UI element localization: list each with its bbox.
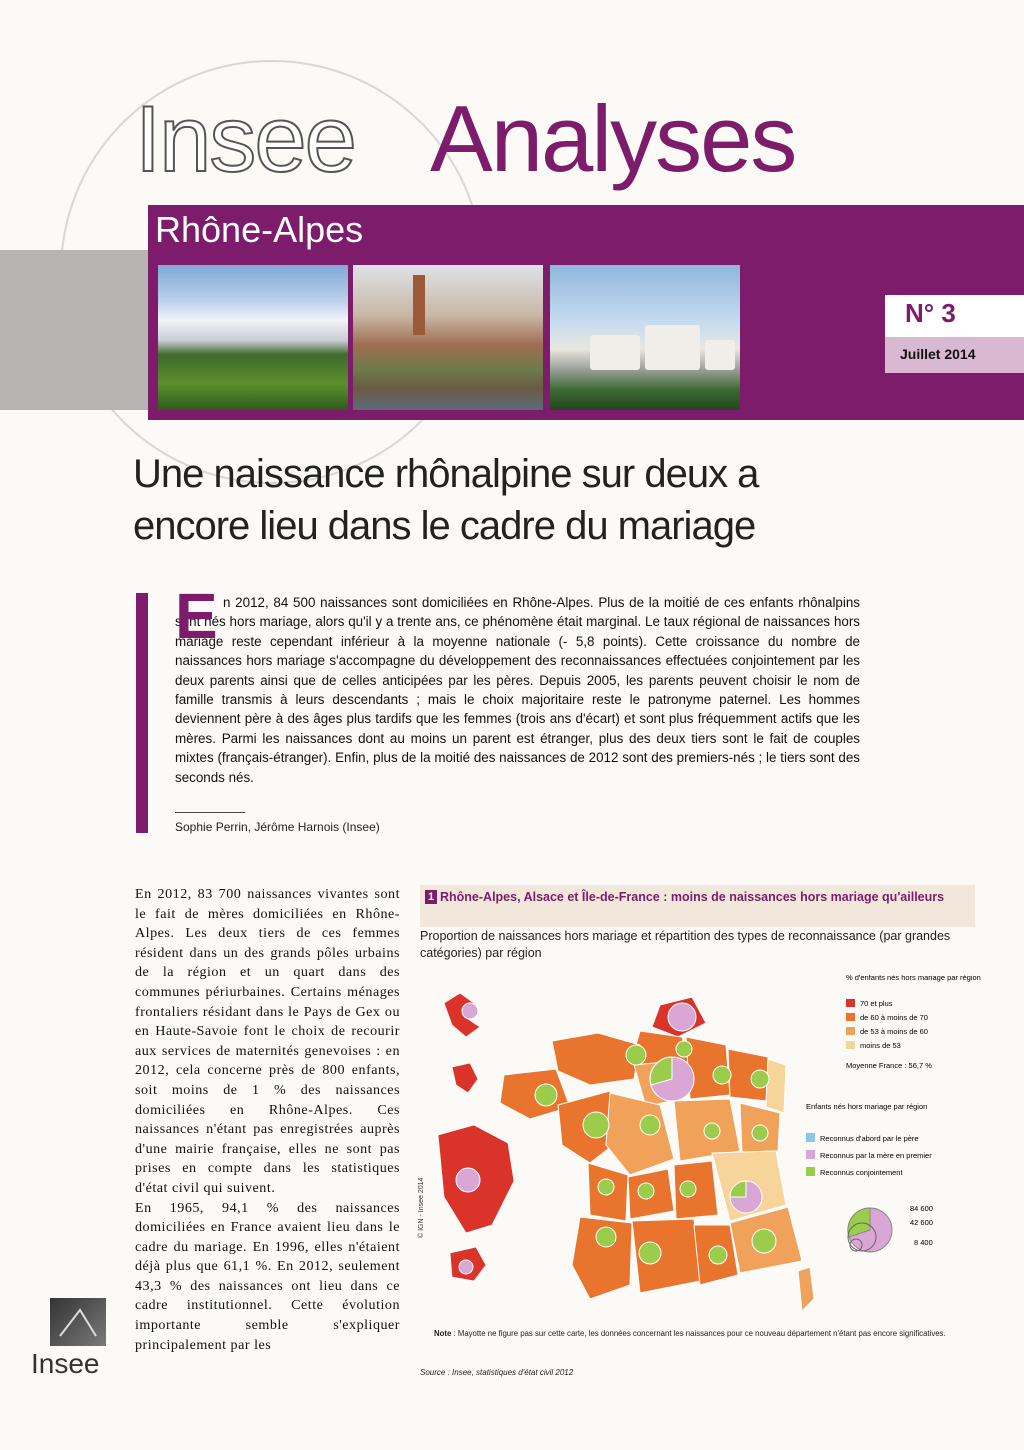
map-alsace [766, 1059, 786, 1113]
body-column [135, 885, 400, 1355]
svg-text:8 400: 8 400 [914, 1238, 933, 1247]
figure-source: Source : Insee, statistiques d'état civil 2012 [420, 1368, 574, 1377]
headline: Une naissance rhônalpine sur deux a encore lieu dans le cadre du mariage [133, 452, 759, 548]
brand-analyses: Analyses [430, 86, 796, 191]
legend-rate-title: % d'enfants nés hors mariage par région [846, 975, 981, 982]
region-name: Rhône-Alpes [155, 209, 364, 250]
insee-logo-icon [50, 1298, 106, 1346]
legend-rate-items [846, 999, 928, 1050]
issue-date: Juillet 2014 [900, 346, 976, 362]
note-text: : Mayotte ne figure pas sur cette carte, les données concernant les naissances pour ce nouveau département n'étant pas encore significatives. [451, 1329, 946, 1338]
svg-text:Reconnus d'abord par le père: Reconnus d'abord par le père [820, 1134, 919, 1143]
svg-text:70 et plus: 70 et plus [860, 999, 893, 1008]
photo-city [353, 265, 543, 410]
map-copyright: © IGN - Insee 2014 [418, 1177, 425, 1238]
logo-text: Insee [31, 1348, 100, 1379]
legend-type-title: Enfants nés hors mariage par région [806, 1102, 928, 1111]
dropcap: E [175, 580, 218, 652]
svg-text:moins de 53: moins de 53 [860, 1041, 901, 1050]
legend-type-items [806, 1133, 932, 1177]
authors-rule [175, 812, 245, 813]
legend-mean: Moyenne France : 56,7 % [846, 1061, 932, 1070]
svg-text:de 53 à moins de 60: de 53 à moins de 60 [860, 1027, 928, 1036]
map-martinique [452, 1063, 478, 1093]
body-paragraph-2: En 1965, 94,1 % des naissances domiciliées en France avaient lieu dans le cadre du mariage. En 1996, elles n'étaient déjà plus que 61,1 %. En 2012, seulement 43,3 % des naissances ont lieu dans ce cadre institutionnel. Cette évolution importante semble s'expliquer principalement par les [135, 1199, 400, 1353]
figure-title: Rhône-Alpes, Alsace et Île-de-France : moins de naissances hors mariage qu'ailleurs [440, 890, 945, 904]
photo-mountains [158, 265, 348, 410]
svg-text:84 600: 84 600 [910, 1204, 933, 1213]
note-label: Note [434, 1329, 452, 1338]
issue-number: N° 3 [905, 298, 956, 328]
brand-insee: Insee [135, 86, 355, 191]
legend-size [848, 1204, 933, 1252]
svg-text:Reconnus par la mère en premie: Reconnus par la mère en premier [820, 1151, 932, 1160]
chapeau-bar [136, 593, 148, 833]
svg-text:42 600: 42 600 [910, 1218, 933, 1227]
chapeau-text: n 2012, 84 500 naissances sont domiciliées en Rhône-Alpes. Plus de la moitié de ces enfants rhônalpins sont nés hors mariage, alors qu'il y a trente ans, ce phénomène était marginal. Le taux régional de naissances hors mariage reste cependant inférieur à la moyenne nationale (- 5,8 points). Cette croissance du nombre de naissances hors mariage s'accompagne du développement des reconnaissances effectuées conjointement par les deux parents ainsi que de celles anticipées par les pères. Depuis 2005, les parents peuvent choisir le nom de famille transmis à leurs descendants ; mais le choix majoritaire reste le patronyme paternel. Les hommes deviennent père à des âges plus tardifs que les femmes (trois ans d'écart) et sont plus fréquemment actifs que les mères. Parmi les naissances dont au moins un parent est étranger, plus des deux tiers sont le fait de couples mixtes (français-étranger). Enfin, plus de la moitié des naissances de 2012 sont des premiers-nés ; le tiers sont des seconds nés. [175, 595, 860, 785]
figure-number: 1 [425, 890, 437, 904]
svg-text:Reconnus conjointement: Reconnus conjointement [820, 1168, 903, 1177]
figure-subtitle: Proportion de naissances hors mariage et répartition des types de reconnaissance (par grandes catégories) par région [420, 929, 951, 960]
map-corse [798, 1267, 814, 1311]
france-birth-map [430, 975, 990, 1320]
map-centre [606, 1093, 674, 1175]
photo-industry [550, 265, 740, 410]
authors: Sophie Perrin, Jérôme Harnois (Insee) [175, 820, 380, 834]
figure-note [434, 1328, 969, 1339]
body-paragraph-1: En 2012, 83 700 naissances vivantes sont le fait de mères domiciliées en Rhône-Alpes. Les deux tiers de ces femmes résident dans un des grands pôles urbains de la région et un quart dans des communes périurbaines. Certains ménages frontaliers résidant dans le Pays de Gex ou en Haute-Savoie font le choix de recourir aux services de maternités genevoises : en 2012, cela concerne près de 800 enfants, soit moins de 1 % des naissances domiciliées en Rhône-Alpes. Ces naissances n'étant pas enregistrées auprès d'une mairie française, elles ne sont pas prises en compte dans les statistiques d'état civil qui suivent. [135, 886, 400, 1196]
svg-text:de 60 à moins de 70: de 60 à moins de 70 [860, 1013, 928, 1022]
